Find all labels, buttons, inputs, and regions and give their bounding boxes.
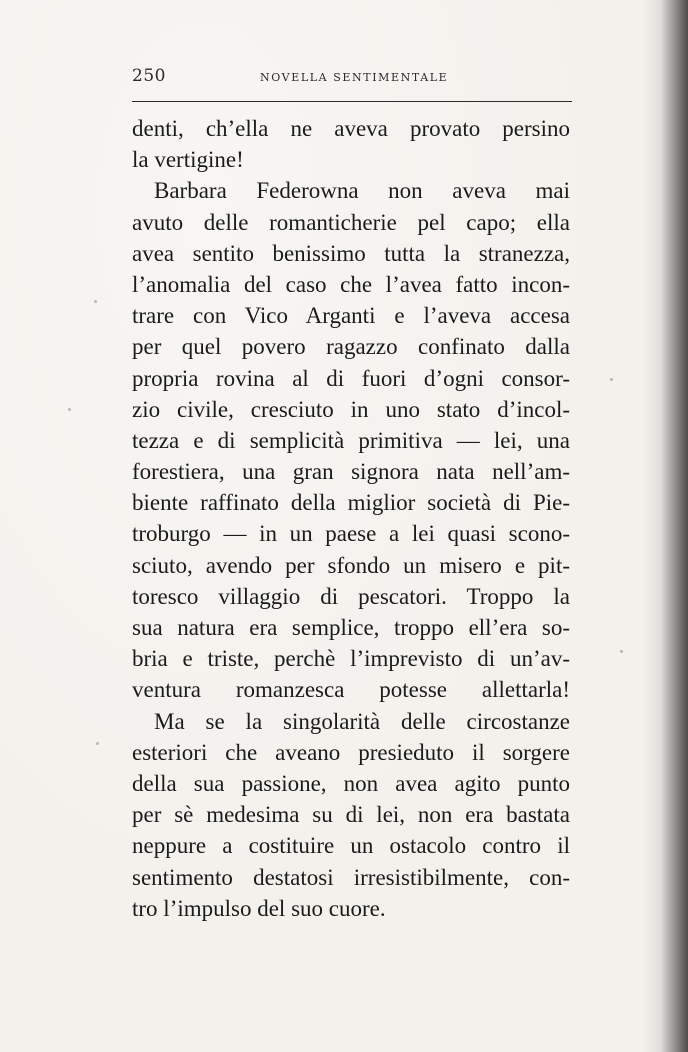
text-line: propria rovina al di fuori d’ogni consor- [132,365,570,391]
text-line: la vertigine! [132,147,244,173]
paper-speck [96,742,99,745]
text-line: tro l’impulso del suo cuore. [132,895,386,921]
body-text [132,113,570,924]
page-number: 250 [132,66,166,86]
text-line: avuto delle romanticherie pel capo; ella [132,209,570,235]
text-line: l’anomalia del caso che l’avea fatto incon- [132,271,570,297]
text-line: sua natura era semplice, troppo ell’era so- [132,615,570,640]
text-line: per sè medesima su di lei, non era bastata [132,802,570,828]
text-line: Ma se la singolarità delle circostanze [154,708,570,734]
text-line: Barbara Federowna non aveva mai [154,178,570,204]
text-line: forestiera, una gran signora nata nell’am- [132,459,570,485]
text-line: biente raffinato della miglior società di Pie- [132,490,570,516]
paper-speck [68,408,71,411]
text-line: esteriori che aveano presieduto il sorgere [132,739,570,765]
text-line: denti, ch’ella ne aveva provato persino [132,116,570,141]
paper-speck [94,300,97,303]
text-line: tezza e di semplicità primitiva — lei, una [132,427,570,453]
text-line: trare con Vico Arganti e l’aveva accesa [132,303,570,329]
text-line: neppure a costituire un ostacolo contro il [132,833,570,859]
text-line: ventura romanzesca potesse allettarla! [132,677,570,703]
text-line: per quel povero ragazzo confinato dalla [132,334,570,360]
text-line: toresco villaggio di pescatori. Troppo la [132,583,570,609]
text-line: della sua passione, non avea agito punto [132,770,570,796]
paper-speck [610,378,613,381]
page-gutter-shadow [642,0,688,1052]
text-line: troburgo — in un paese a lei quasi scono- [132,521,570,547]
text-line: sciuto, avendo per sfondo un misero e pit- [132,552,570,578]
running-title: NOVELLA SENTIMENTALE [260,71,449,84]
running-head [132,64,572,90]
text-line: bria e triste, perchè l’imprevisto di un’av- [132,646,570,672]
header-rule [132,101,572,102]
text-line: zio civile, cresciuto in uno stato d’incol- [132,396,570,422]
paper-speck [620,650,623,653]
text-line: sentimento destatosi irresistibilmente, con- [132,864,570,890]
text-line: avea sentito benissimo tutta la stranezza, [132,240,570,266]
